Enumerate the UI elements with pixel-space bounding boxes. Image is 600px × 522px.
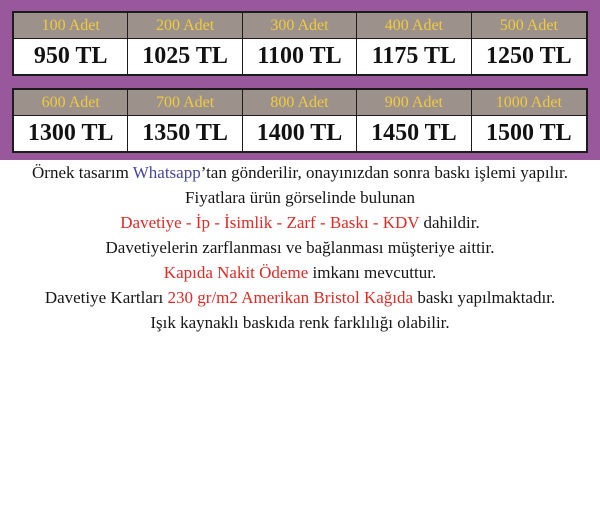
info-notes [0,160,600,335]
price-cell: 1025 TL [128,39,242,74]
price-cell: 1250 TL [486,43,572,69]
quantity-header: 1000 Adet [495,93,562,111]
price-cell: 1175 TL [357,39,471,74]
note-paper-type [0,285,600,310]
pricing-banner [0,0,600,160]
price-cell: 1500 TL [486,120,572,146]
cash-on-delivery-text: Kapıda Nakit Ödeme [163,263,309,282]
price-cell: 1100 TL [243,39,357,74]
paper-spec-text: 230 gr/m2 Amerikan Bristol Kağıda [167,288,414,307]
note-cash-on-delivery [0,260,600,285]
quantity-header: 400 Adet [357,13,471,38]
note-price-includes-items [0,210,600,235]
quantity-header: 700 Adet [128,90,242,115]
price-table-row-1 [12,11,588,76]
quantity-header: 500 Adet [499,16,558,34]
included-items-text: Davetiye - İp - İsimlik - Zarf - Baskı - KDV [120,213,420,232]
price-cell: 1350 TL [128,116,242,151]
price-table-row-2 [12,88,588,153]
note-text: baskı yapılmaktadır. [413,288,556,307]
quantity-header: 300 Adet [243,13,357,38]
note-text: dahildir. [419,213,480,232]
quantity-header: 900 Adet [357,90,471,115]
price-cell: 950 TL [14,39,128,74]
quantity-header: 600 Adet [14,90,128,115]
price-cell: 1300 TL [14,116,128,151]
note-text: imkanı mevcuttur. [308,263,437,282]
note-enveloping: Davetiyelerin zarflanması ve bağlanması müşteriye aittir. [105,238,495,257]
note-color-difference: Işık kaynaklı baskıda renk farklılığı olabilir. [150,313,450,332]
price-cell: 1400 TL [243,116,357,151]
note-sample-design [0,160,600,185]
quantity-header-row [14,13,586,39]
note-text: Örnek tasarım [32,163,133,182]
note-price-includes-intro: Fiyatlara ürün görselinde bulunan [185,188,415,207]
price-cell: 1450 TL [357,116,471,151]
quantity-header-row [14,90,586,116]
quantity-header: 100 Adet [14,13,128,38]
quantity-header: 200 Adet [128,13,242,38]
price-value-row [14,39,586,74]
price-value-row [14,116,586,151]
note-text: Davetiye Kartları [44,288,168,307]
quantity-header: 800 Adet [243,90,357,115]
note-text: ’tan gönderilir, onayınızdan sonra baskı işlemi yapılır. [200,163,568,182]
whatsapp-text: Whatsapp [132,163,201,182]
